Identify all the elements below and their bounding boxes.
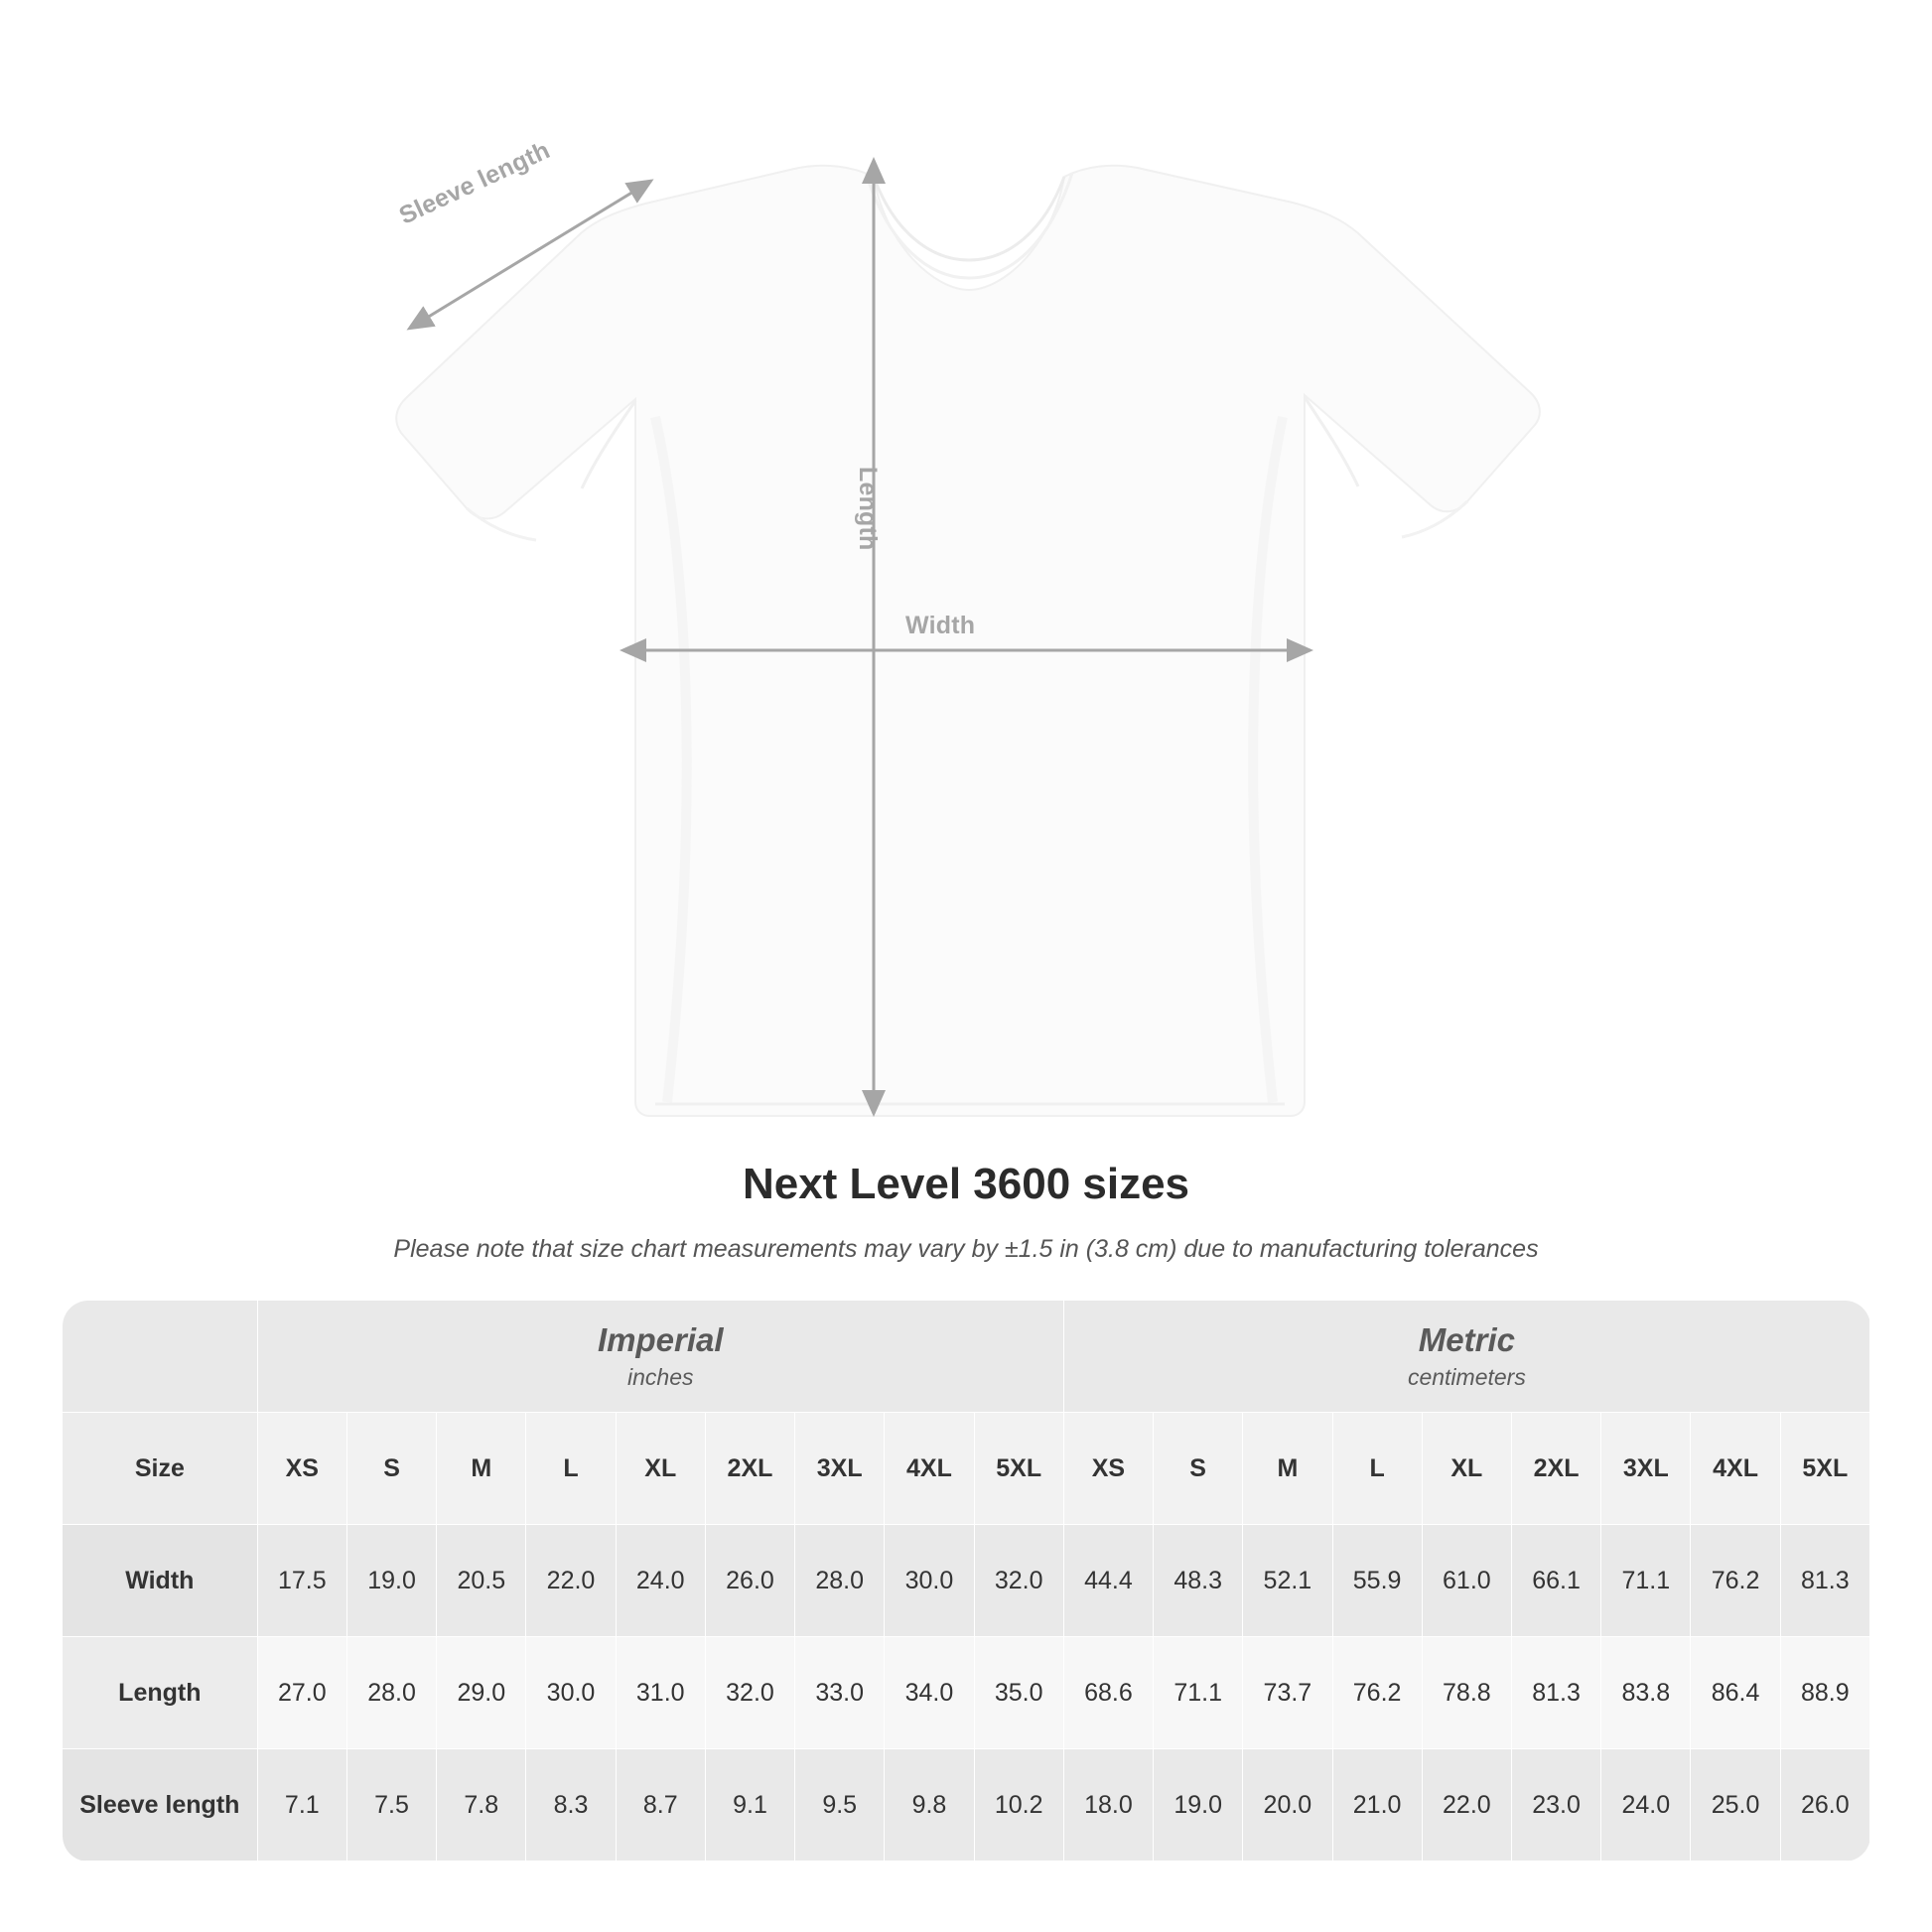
cell-length-imperial-xl: 31.0 [616,1637,705,1749]
table-row [63,1525,1870,1637]
size-cell-imperial-xs: XS [257,1413,346,1525]
cell-length-metric-xl: 78.8 [1422,1637,1511,1749]
cell-width-imperial-xl: 24.0 [616,1525,705,1637]
size-cell-metric-2xl: 2XL [1511,1413,1600,1525]
system-header-imperial [257,1301,1063,1413]
cell-width-imperial-5xl: 32.0 [974,1525,1063,1637]
row-label-sleeve-length: Sleeve length [63,1749,258,1862]
cell-width-metric-5xl: 81.3 [1780,1525,1869,1637]
size-cell-imperial-3xl: 3XL [795,1413,885,1525]
cell-length-metric-m: 73.7 [1243,1637,1332,1749]
cell-width-metric-s: 48.3 [1154,1525,1243,1637]
sleeve-length-label: Sleeve length [394,136,555,230]
cell-length-metric-4xl: 86.4 [1691,1637,1780,1749]
cell-length-imperial-s: 28.0 [346,1637,436,1749]
cell-sleeve-imperial-5xl: 10.2 [974,1749,1063,1862]
cell-sleeve-imperial-xl: 8.7 [616,1749,705,1862]
cell-length-imperial-4xl: 34.0 [885,1637,974,1749]
size-cell-imperial-m: M [437,1413,526,1525]
cell-width-imperial-3xl: 28.0 [795,1525,885,1637]
cell-length-imperial-5xl: 35.0 [974,1637,1063,1749]
cell-length-metric-l: 76.2 [1332,1637,1422,1749]
size-cell-metric-xl: XL [1422,1413,1511,1525]
metric-name: Metric [1418,1321,1515,1359]
cell-sleeve-imperial-4xl: 9.8 [885,1749,974,1862]
imperial-name: Imperial [597,1321,724,1359]
metric-unit: centimeters [1407,1363,1526,1390]
cell-width-metric-xl: 61.0 [1422,1525,1511,1637]
width-label: Width [905,612,976,639]
size-row-label: Size [63,1413,258,1525]
size-cell-imperial-4xl: 4XL [885,1413,974,1525]
cell-length-metric-3xl: 83.8 [1601,1637,1691,1749]
cell-width-imperial-xs: 17.5 [257,1525,346,1637]
cell-width-metric-xs: 44.4 [1063,1525,1153,1637]
cell-length-imperial-m: 29.0 [437,1637,526,1749]
cell-sleeve-metric-5xl: 26.0 [1780,1749,1869,1862]
cell-width-imperial-s: 19.0 [346,1525,436,1637]
cell-sleeve-metric-m: 20.0 [1243,1749,1332,1862]
cell-width-imperial-m: 20.5 [437,1525,526,1637]
cell-width-imperial-4xl: 30.0 [885,1525,974,1637]
size-cell-metric-3xl: 3XL [1601,1413,1691,1525]
cell-sleeve-metric-s: 19.0 [1154,1749,1243,1862]
system-header-row [63,1301,1870,1413]
system-header-metric [1063,1301,1869,1413]
cell-sleeve-metric-3xl: 24.0 [1601,1749,1691,1862]
cell-sleeve-imperial-s: 7.5 [346,1749,436,1862]
table-row [63,1637,1870,1749]
cell-length-imperial-l: 30.0 [526,1637,616,1749]
cell-length-metric-s: 71.1 [1154,1637,1243,1749]
cell-sleeve-imperial-l: 8.3 [526,1749,616,1862]
size-cell-metric-m: M [1243,1413,1332,1525]
page-subtitle: Please note that size chart measurements may vary by ±1.5 in (3.8 cm) due to manufacturing tolerances [393,1235,1539,1263]
size-cell-imperial-2xl: 2XL [705,1413,794,1525]
size-cell-metric-l: L [1332,1413,1422,1525]
cell-width-metric-4xl: 76.2 [1691,1525,1780,1637]
cell-sleeve-metric-xl: 22.0 [1422,1749,1511,1862]
cell-sleeve-imperial-m: 7.8 [437,1749,526,1862]
cell-length-metric-5xl: 88.9 [1780,1637,1869,1749]
cell-length-imperial-3xl: 33.0 [795,1637,885,1749]
system-header-spacer [63,1301,258,1413]
table-row [63,1749,1870,1862]
size-cell-metric-5xl: 5XL [1780,1413,1869,1525]
cell-sleeve-metric-xs: 18.0 [1063,1749,1153,1862]
cell-width-metric-3xl: 71.1 [1601,1525,1691,1637]
cell-sleeve-metric-2xl: 23.0 [1511,1749,1600,1862]
size-cell-imperial-s: S [346,1413,436,1525]
size-cell-imperial-l: L [526,1413,616,1525]
cell-length-imperial-2xl: 32.0 [705,1637,794,1749]
size-cell-metric-xs: XS [1063,1413,1153,1525]
cell-length-metric-xs: 68.6 [1063,1637,1153,1749]
size-table [62,1300,1870,1862]
imperial-unit: inches [627,1363,694,1390]
cell-width-metric-l: 55.9 [1332,1525,1422,1637]
size-row [63,1413,1870,1525]
cell-width-imperial-l: 22.0 [526,1525,616,1637]
length-label: Length [854,467,882,551]
row-label-length: Length [63,1637,258,1749]
cell-width-metric-m: 52.1 [1243,1525,1332,1637]
cell-length-metric-2xl: 81.3 [1511,1637,1600,1749]
size-cell-imperial-xl: XL [616,1413,705,1525]
cell-length-imperial-xs: 27.0 [257,1637,346,1749]
size-cell-metric-s: S [1154,1413,1243,1525]
cell-sleeve-metric-l: 21.0 [1332,1749,1422,1862]
page-title: Next Level 3600 sizes [742,1160,1190,1208]
size-cell-metric-4xl: 4XL [1691,1413,1780,1525]
size-cell-imperial-5xl: 5XL [974,1413,1063,1525]
cell-sleeve-imperial-xs: 7.1 [257,1749,346,1862]
cell-sleeve-imperial-2xl: 9.1 [705,1749,794,1862]
cell-width-metric-2xl: 66.1 [1511,1525,1600,1637]
cell-width-imperial-2xl: 26.0 [705,1525,794,1637]
cell-sleeve-imperial-3xl: 9.5 [795,1749,885,1862]
size-table-wrapper [62,1300,1870,1862]
row-label-width: Width [63,1525,258,1637]
cell-sleeve-metric-4xl: 25.0 [1691,1749,1780,1862]
